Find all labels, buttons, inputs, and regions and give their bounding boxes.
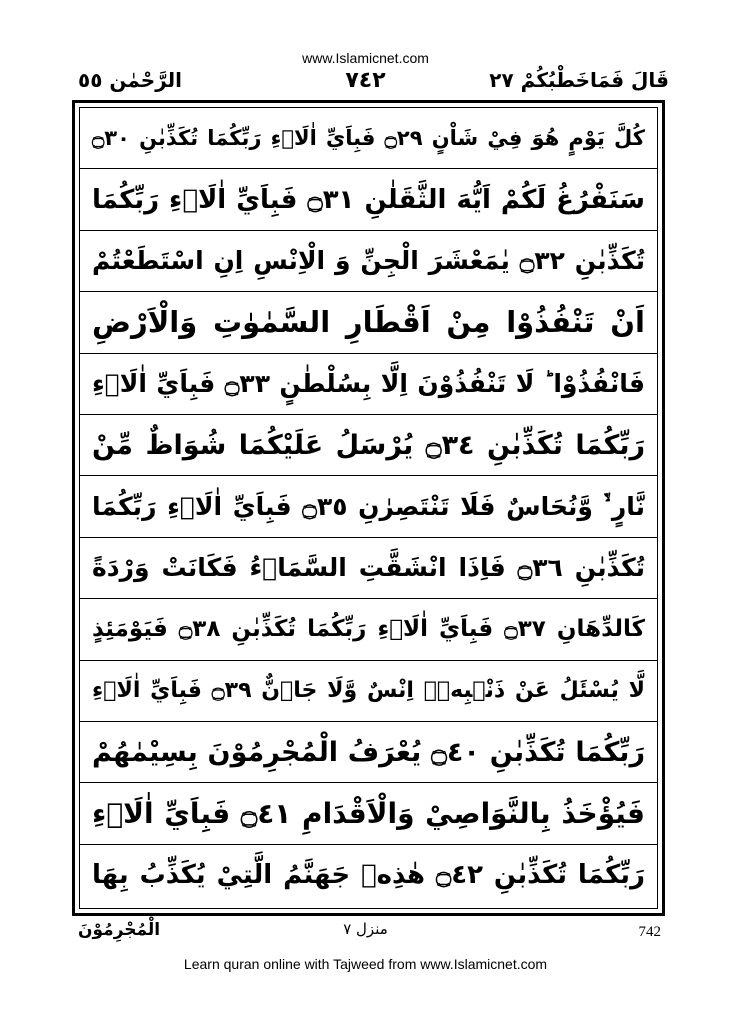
top-url[interactable]: www.Islamicnet.com [302,50,429,66]
verse-line-text: لَّا يُسْئَلُ عَنْ ذَنْۢبِهٖۤ اِنْسٌ وَّلَا جَاۤنٌّ ۝٣٩ فَبِاَيِّ اٰلَاۤءِ [92,678,645,704]
juz-name: قَالَ فَمَاخَطْبُكُمْ ٢٧ [489,68,669,92]
verse-line [80,415,657,476]
verse-line-text: كُلَّ يَوْمٍ هُوَ فِيْ شَاْنٍ ۝٢٩ فَبِاَيِّ اٰلَاۤءِ رَبِّكُمَا تُكَذِّبٰنِ ۝٣٠ [92,126,645,151]
verse-line [80,476,657,537]
catchword: الْمُجْرِمُوْنَ [78,920,161,940]
verse-line-text: رَبِّكُمَا تُكَذِّبٰنِ ۝٤٢ هٰذِهٖ جَهَنَّمُ الَّتِيْ يُكَذِّبُ بِهَا [92,860,645,891]
verse-lines [80,108,657,908]
verse-line [80,661,657,722]
verse-line-text: رَبِّكُمَا تُكَذِّبٰنِ ۝٣٤ يُرْسَلُ عَلَيْكُمَا شُوَاظٌ مِّنْ [92,429,645,461]
verse-line [80,783,657,844]
text-frame [72,100,665,916]
verse-line-text: تُكَذِّبٰنِ ۝٣٦ فَاِذَا انْشَقَّتِ السَّمَاۤءُ فَكَانَتْ وَرْدَةً [92,553,645,583]
verse-line [80,845,657,906]
verse-line [80,231,657,292]
verse-line [80,722,657,783]
verse-line-text: فَيُؤْخَذُ بِالنَّوَاصِيْ وَالْاَقْدَامِ ۝٤١ فَبِاَيِّ اٰلَاۤءِ [92,796,646,830]
verse-line [80,292,657,353]
text-frame-inner [79,107,658,909]
page-number-arabic: ٧٤٢ [345,68,386,93]
page-number: 742 [638,924,661,940]
bottom-text[interactable]: Learn quran online with Tajweed from www.Islamicnet.com [183,956,548,972]
verse-line [80,538,657,599]
verse-line-text: اَنْ تَنْفُذُوْا مِنْ اَقْطَارِ السَّمٰوٰتِ وَالْاَرْضِ [92,305,645,340]
verse-line-text: سَنَفْرُغُ لَكُمْ اَيُّهَ الثَّقَلٰنِ ۝٣١ فَبِاَيِّ اٰلَاۤءِ رَبِّكُمَا [92,184,645,215]
surah-name: الرَّحْمٰن ٥٥ [78,68,183,92]
manzil-label: منزل ٧ [343,920,388,938]
verse-line [80,108,657,169]
verse-line [80,169,657,230]
verse-line-text: نَّارٍ ۙ۬ وَّنُحَاسٌ فَلَا تَنْتَصِرٰنِ ۝٣٥ فَبِاَيِّ اٰلَاۤءِ رَبِّكُمَا [92,491,645,521]
verse-line-text: فَانْفُذُوْا ؕ لَا تَنْفُذُوْنَ اِلَّا بِسُلْطٰنٍ ۝٣٣ فَبِاَيِّ اٰلَاۤءِ [92,369,646,399]
verse-line-text: تُكَذِّبٰنِ ۝٣٢ يٰمَعْشَرَ الْجِنِّ وَ الْاِنْسِ اِنِ اسْتَطَعْتُمْ [92,246,645,276]
verse-line-text: كَالدِّهَانِ ۝٣٧ فَبِاَيِّ اٰلَاۤءِ رَبِّكُمَا تُكَذِّبٰنِ ۝٣٨ فَيَوْمَئِذٍ [92,616,645,643]
verse-line [80,599,657,660]
verse-line [80,354,657,415]
verse-line-text: رَبِّكُمَا تُكَذِّبٰنِ ۝٤٠ يُعْرَفُ الْمُجْرِمُوْنَ بِسِيْمٰهُمْ [92,736,645,768]
